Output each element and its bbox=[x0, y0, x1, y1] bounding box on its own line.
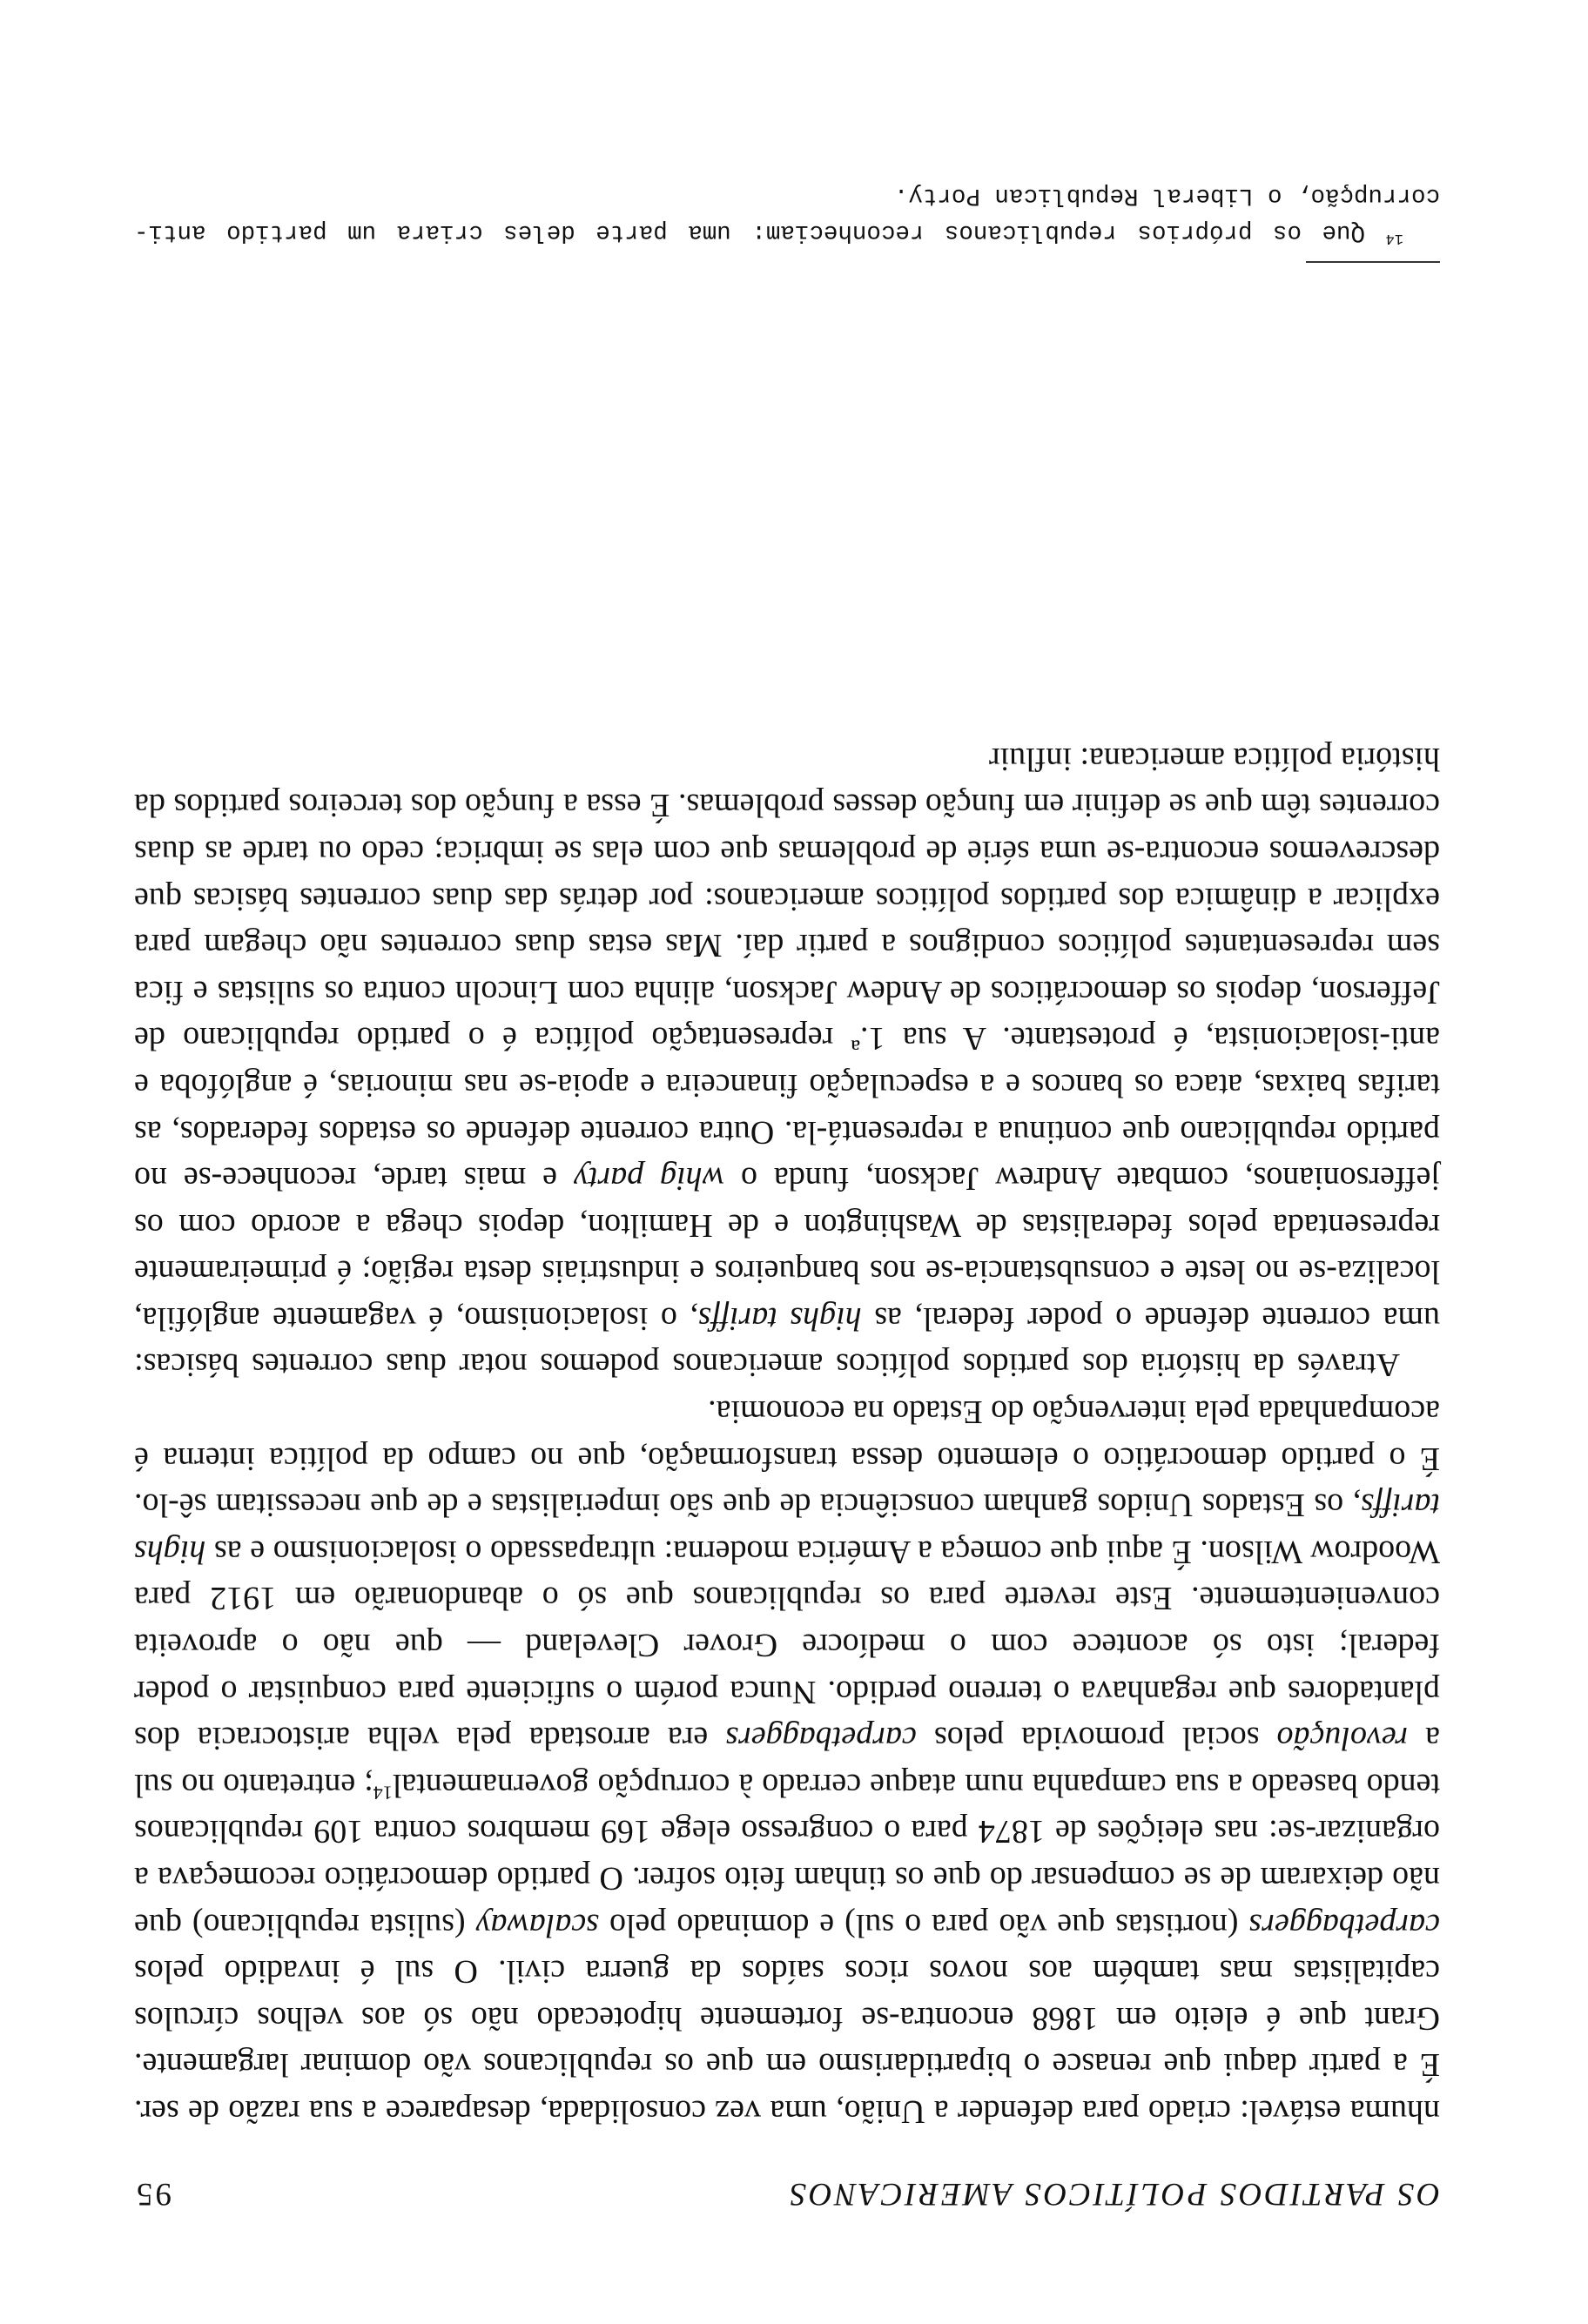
footnote bbox=[134, 177, 1440, 250]
italic-term: highs tariffs bbox=[134, 1487, 1440, 1570]
text-run: , o isolacionismo, é vagamente anglófila, localiza-se no leste e consubstancia-se nos banqueiros e industriais desta região; é primeiramente representada pelos federalistas de Washington e de Hamilton, depois chega a acordo com os jeffersonianos, combate Andrew Jackson, funda o bbox=[133, 1160, 1440, 1337]
text-run: , os Estados Unidos ganham consciência de que são imperialistas e de que necessitam sê-lo. É o partido democrático o elemento dessa transformação, que no campo da política interna é acompanhada pela intervenção do Estado na economia. bbox=[134, 1394, 1440, 1524]
italic-term: whig party bbox=[573, 1160, 725, 1198]
running-title: OS PARTIDOS POLÍTICOS AMERICANOS bbox=[787, 2176, 1440, 2212]
paragraph-1 bbox=[134, 1388, 1440, 2135]
page-header bbox=[134, 2167, 1440, 2220]
text-run: (sulista republicano) que não deixaram de se compensar do que os tinham feito sofrer. O partido democrático recomeçava a organizar-se: nas eleições de 1874 para o congresso elege 169 membros contra 109 republicanos tendo baseado a sua campanha num ataque cerrado à corrupção governamental bbox=[134, 1766, 1440, 1944]
text-run: (nortistas que vão para o sul) e dominado pelo bbox=[599, 1906, 1249, 1944]
italic-term: highs tariffs bbox=[697, 1300, 862, 1337]
italic-term: carpetbaggers bbox=[1248, 1906, 1440, 1944]
text-run: nhuma estável: criado para defender a União, uma vez consolidada, desaparece a sua razão de ser. É a partir daqui que renasce o bipartidarismo em que os republicanos vão dominar largamente. Grant que é eleito em 1868 encontra-se fortemente hipotecado não só aos velhos círculos capitalistas mas também aos novos ricos saídos da guerra civil. O sul é invadido pelos bbox=[134, 1953, 1440, 2130]
italic-term: revolução bbox=[1276, 1720, 1409, 1757]
text-run: Através da história dos partidos políticos americanos podemos notar duas correntes básicas: uma corrente defende o poder federal, as bbox=[134, 1300, 1440, 1384]
text-run: social promovida pelos bbox=[916, 1720, 1277, 1757]
text-run: ; entretanto no sul a bbox=[134, 1720, 1440, 1803]
footnote-text: Que os próprios republicanos reconheciam: uma parte deles criara um partido anti-corrupção, o Liberal Republican Porty. bbox=[134, 182, 1440, 245]
footnote-marker: 14 bbox=[1385, 230, 1403, 247]
footnote-divider bbox=[1306, 261, 1440, 263]
page-number: 95 bbox=[134, 2176, 172, 2212]
body-text bbox=[134, 735, 1440, 2134]
footnote-reference: 14 bbox=[373, 1782, 393, 1804]
italic-term: carpetbaggers bbox=[725, 1720, 917, 1757]
text-run: era arrostada pela velha aristocracia dos plantadores que reganhava o terreno perdido. Nunca porém o suficiente para conquistar o poder federal; isto só acontece com o medíocre Grover Cleveland — que não o aproveita convenientemente. Este reverte para os republicanos que só o abandonarão em 1912 para Woodrow Wilson. É aqui que começa a América moderna: ultrapassado o isolacionismo e as bbox=[133, 1533, 1440, 1757]
text-run: e mais tarde, reconhece-se no partido republicano que continua a representá-la. Outra corrente defende os estados federados, as tarifas baixas, ataca os bancos e a especulação financeira e apoia-se nas minorias, é anglófoba e anti-isolacionista, é protestante. A sua 1.ª representação política é o partido republicano de Jefferson, depois os democráticos de Andew Jackson, alinha com Lincoln contra os sulistas e fica sem representantes políticos condignos a partir daí. Mas estas duas correntes não chegam para explicar a dinâmica dos partidos políticos americanos: por detrás das duas correntes básicas que descrevemos encontra-se uma série de problemas que com elas se imbrica; cedo ou tarde as duas correntes têm que se definir em função desses problemas. É essa a função dos terceiros partidos da história política americana: influir bbox=[133, 740, 1440, 1198]
paragraph-2 bbox=[134, 735, 1440, 1387]
italic-term: scalaway bbox=[475, 1906, 599, 1944]
